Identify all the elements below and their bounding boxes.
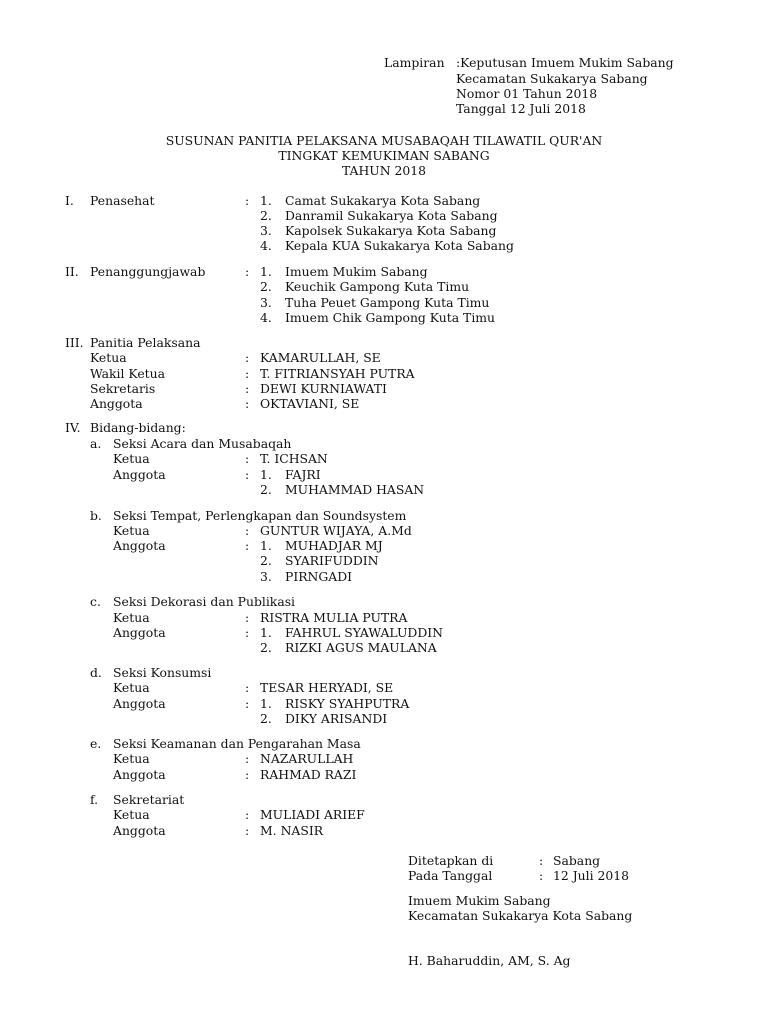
colon: : (245, 523, 250, 538)
ketua-value: MULIADI ARIEF (260, 807, 365, 822)
ditetapkan-value: Sabang (553, 853, 601, 868)
colon: : (245, 538, 250, 553)
section-label: Penasehat (90, 193, 155, 208)
anggota-label: Anggota (113, 696, 166, 711)
item-number: 4. (260, 238, 272, 253)
item-number: 1. (260, 538, 272, 553)
tanggal-value: 12 Juli 2018 (553, 868, 630, 883)
subsection-title: Seksi Keamanan dan Pengarahan Masa (113, 736, 361, 751)
role-label: Wakil Ketua (90, 366, 166, 381)
colon: : (245, 696, 250, 711)
ketua-label: Ketua (113, 807, 150, 822)
anggota-name: RISKY SYAHPUTRA (285, 696, 410, 711)
anggota-name: PIRNGADI (285, 569, 353, 584)
colon: : (245, 767, 250, 782)
title-line-3: TAHUN 2018 (341, 163, 427, 178)
list-item: Danramil Sukakarya Kota Sabang (285, 208, 498, 223)
anggota-name: RAHMAD RAZI (260, 767, 357, 782)
subsection-letter: a. (90, 436, 102, 451)
list-item: Imuem Mukim Sabang (285, 264, 428, 279)
list-item: Keuchik Gampong Kuta Timu (285, 279, 470, 294)
section-roman: III. (65, 335, 84, 350)
role-value: KAMARULLAH, SE (260, 350, 381, 365)
ketua-label: Ketua (113, 451, 150, 466)
ketua-label: Ketua (113, 610, 150, 625)
list-item: Imuem Chik Gampong Kuta Timu (285, 310, 496, 325)
ketua-value: TESAR HERYADI, SE (260, 680, 394, 695)
item-number: 3. (260, 569, 272, 584)
ketua-label: Ketua (113, 523, 150, 538)
anggota-label: Anggota (113, 538, 166, 553)
section-roman: I. (65, 193, 74, 208)
role-value: DEWI KURNIAWATI (260, 381, 387, 396)
anggota-label: Anggota (113, 767, 166, 782)
lampiran-line-2: Kecamatan Sukakarya Sabang (456, 71, 648, 86)
ketua-value: T. ICHSAN (260, 451, 328, 466)
ketua-value: GUNTUR WIJAYA, A.Md (260, 523, 412, 538)
role-label: Sekretaris (90, 381, 156, 396)
item-number: 1. (260, 467, 272, 482)
ditetapkan-label: Ditetapkan di (408, 853, 494, 868)
colon: : (245, 451, 250, 466)
subsection-letter: f. (90, 792, 99, 807)
item-number: 2. (260, 482, 272, 497)
ketua-label: Ketua (113, 751, 150, 766)
item-number: 1. (260, 625, 272, 640)
colon: : (245, 807, 250, 822)
subsection-letter: e. (90, 736, 102, 751)
lampiran-line-1: :Keputusan Imuem Mukim Sabang (456, 55, 674, 70)
ketua-value: NAZARULLAH (260, 751, 354, 766)
item-number: 2. (260, 640, 272, 655)
item-number: 2. (260, 279, 272, 294)
anggota-label: Anggota (113, 625, 166, 640)
subsection-letter: c. (90, 594, 101, 609)
subsection-letter: d. (90, 665, 102, 680)
item-number: 3. (260, 295, 272, 310)
anggota-name: SYARIFUDDIN (285, 553, 379, 568)
signatory-org-line-1: Imuem Mukim Sabang (408, 893, 551, 908)
anggota-name: RIZKI AGUS MAULANA (285, 640, 437, 655)
section-label: Panitia Pelaksana (90, 335, 201, 350)
anggota-label: Anggota (113, 823, 166, 838)
list-item: Kepala KUA Sukakarya Kota Sabang (285, 238, 514, 253)
colon: : (245, 381, 250, 396)
item-number: 2. (260, 553, 272, 568)
signatory-org-line-2: Kecamatan Sukakarya Kota Sabang (408, 908, 633, 923)
colon: : (245, 366, 250, 381)
tanggal-label: Pada Tanggal (408, 868, 493, 883)
section-roman: IV. (65, 420, 81, 435)
signatory-name: H. Baharuddin, AM, S. Ag (408, 953, 571, 968)
ketua-label: Ketua (113, 680, 150, 695)
colon: : (245, 396, 250, 411)
colon: : (245, 625, 250, 640)
lampiran-line-4: Tanggal 12 Juli 2018 (456, 101, 586, 116)
colon: : (245, 467, 250, 482)
item-number: 1. (260, 193, 272, 208)
item-number: 1. (260, 696, 272, 711)
subsection-letter: b. (90, 508, 102, 523)
colon: : (245, 751, 250, 766)
colon: : (245, 350, 250, 365)
subsection-title: Seksi Konsumsi (113, 665, 212, 680)
anggota-label: Anggota (113, 467, 166, 482)
ketua-value: RISTRA MULIA PUTRA (260, 610, 408, 625)
anggota-name: FAJRI (285, 467, 321, 482)
title-line-1: SUSUNAN PANITIA PELAKSANA MUSABAQAH TILAWATIL QUR'AN (165, 133, 603, 148)
colon: : (245, 610, 250, 625)
list-item: Camat Sukakarya Kota Sabang (285, 193, 481, 208)
subsection-title: Seksi Dekorasi dan Publikasi (113, 594, 296, 609)
section-label: Penanggungjawab (90, 264, 206, 279)
subsection-title: Seksi Acara dan Musabaqah (113, 436, 292, 451)
role-value: T. FITRIANSYAH PUTRA (260, 366, 415, 381)
role-label: Anggota (90, 396, 143, 411)
title-line-2: TINGKAT KEMUKIMAN SABANG (278, 148, 490, 163)
colon: : (539, 853, 544, 868)
list-item: Kapolsek Sukakarya Kota Sabang (285, 223, 497, 238)
colon: : (245, 193, 250, 208)
anggota-name: M. NASIR (260, 823, 324, 838)
anggota-name: MUHAMMAD HASAN (285, 482, 425, 497)
role-label: Ketua (90, 350, 127, 365)
anggota-name: MUHADJAR MJ (285, 538, 383, 553)
lampiran-line-3: Nomor 01 Tahun 2018 (456, 86, 598, 101)
role-value: OKTAVIANI, SE (260, 396, 360, 411)
colon: : (245, 680, 250, 695)
anggota-name: DIKY ARISANDI (285, 711, 388, 726)
subsection-title: Seksi Tempat, Perlengkapan dan Soundsystem (113, 508, 407, 523)
lampiran-label: Lampiran (384, 55, 445, 70)
section-label: Bidang-bidang: (90, 420, 186, 435)
colon: : (245, 823, 250, 838)
item-number: 1. (260, 264, 272, 279)
item-number: 2. (260, 711, 272, 726)
anggota-name: FAHRUL SYAWALUDDIN (285, 625, 444, 640)
colon: : (245, 264, 250, 279)
section-roman: II. (65, 264, 79, 279)
item-number: 2. (260, 208, 272, 223)
item-number: 4. (260, 310, 272, 325)
item-number: 3. (260, 223, 272, 238)
colon: : (539, 868, 544, 883)
subsection-title: Sekretariat (113, 792, 185, 807)
list-item: Tuha Peuet Gampong Kuta Timu (285, 295, 490, 310)
